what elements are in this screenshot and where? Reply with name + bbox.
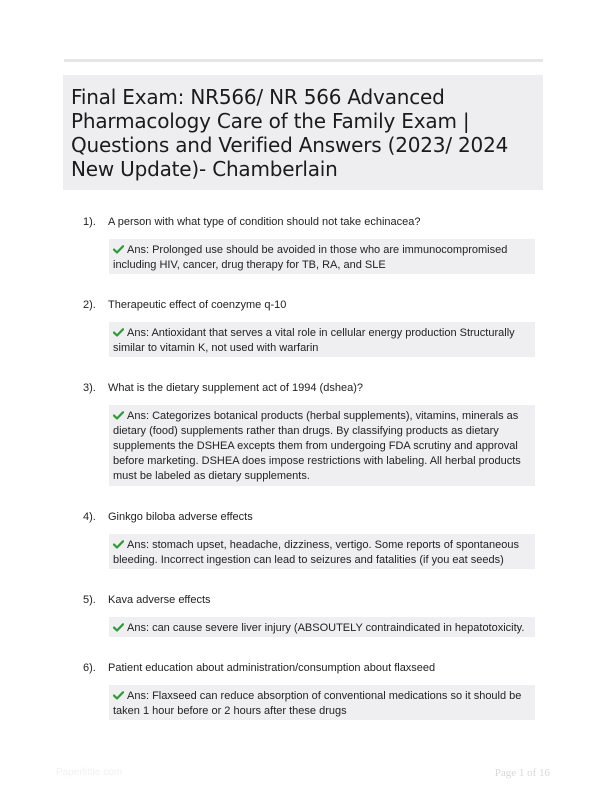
answer-box bbox=[109, 617, 535, 637]
answer-text: Ans: Categorizes botanical products (herbal supplements), vitamins, minerals as dietary (food) supplements rather than drugs. By classifying products as dietary supplements the DSHEA excepts them from undergoing FDA scrutiny and approval before marketing. DSHEA does impose restrictions with labeling. All herbal products must be labeled as dietary supplements. bbox=[113, 410, 521, 482]
check-icon bbox=[113, 540, 124, 549]
question-text: A person with what type of condition should not take echinacea? bbox=[108, 216, 421, 228]
question-number: 6). bbox=[83, 662, 96, 674]
page-title: Final Exam: NR566/ NR 566 Advanced Pharmacology Care of the Family Exam | Questions and Verified Answers (2023/ 2024 New Update)- Chamberlain bbox=[71, 85, 509, 181]
question-text: Ginkgo biloba adverse effects bbox=[108, 511, 253, 523]
question-number: 1). bbox=[83, 216, 96, 228]
question-text: Therapeutic effect of coenzyme q-10 bbox=[108, 299, 287, 311]
answer-text: Ans: Flaxseed can reduce absorption of conventional medications so it should be taken 1 hour before or 2 hours after these drugs bbox=[113, 690, 522, 717]
check-icon bbox=[113, 245, 124, 254]
check-icon bbox=[113, 411, 124, 420]
page-number: Page 1 of 16 bbox=[494, 767, 550, 779]
check-icon bbox=[113, 691, 124, 700]
check-icon bbox=[113, 623, 124, 632]
answer-box bbox=[109, 685, 535, 720]
answer-box bbox=[109, 405, 535, 486]
title-banner bbox=[63, 75, 543, 190]
question-number: 5). bbox=[83, 594, 96, 606]
answer-text: Ans: Antioxidant that serves a vital role in cellular energy production Structurally similar to vitamin K, not used with warfarin bbox=[113, 327, 515, 354]
answer-text: Ans: Prolonged use should be avoided in those who are immunocompromised including HIV, cancer, drug therapy for TB, RA, and SLE bbox=[113, 244, 508, 271]
answer-text: Ans: can cause severe liver injury (ABSOUTELY contraindicated in hepatotoxicity. bbox=[127, 622, 525, 634]
question-number: 3). bbox=[83, 382, 96, 394]
check-icon bbox=[113, 328, 124, 337]
question-text: Kava adverse effects bbox=[108, 594, 211, 606]
answer-box bbox=[109, 534, 535, 569]
answer-box bbox=[109, 239, 535, 274]
top-divider bbox=[64, 59, 543, 62]
answer-box bbox=[109, 322, 535, 357]
question-text: Patient education about administration/consumption about flaxseed bbox=[108, 662, 436, 674]
footer-watermark: Paperlittle.com bbox=[56, 767, 123, 778]
question-text: What is the dietary supplement act of 1994 (dshea)? bbox=[108, 382, 363, 394]
question-number: 2). bbox=[83, 299, 96, 311]
question-number: 4). bbox=[83, 511, 96, 523]
answer-text: Ans: stomach upset, headache, dizziness, vertigo. Some reports of spontaneous bleeding. Incorrect ingestion can lead to seizures and fatalities (if you eat seeds) bbox=[113, 539, 519, 566]
